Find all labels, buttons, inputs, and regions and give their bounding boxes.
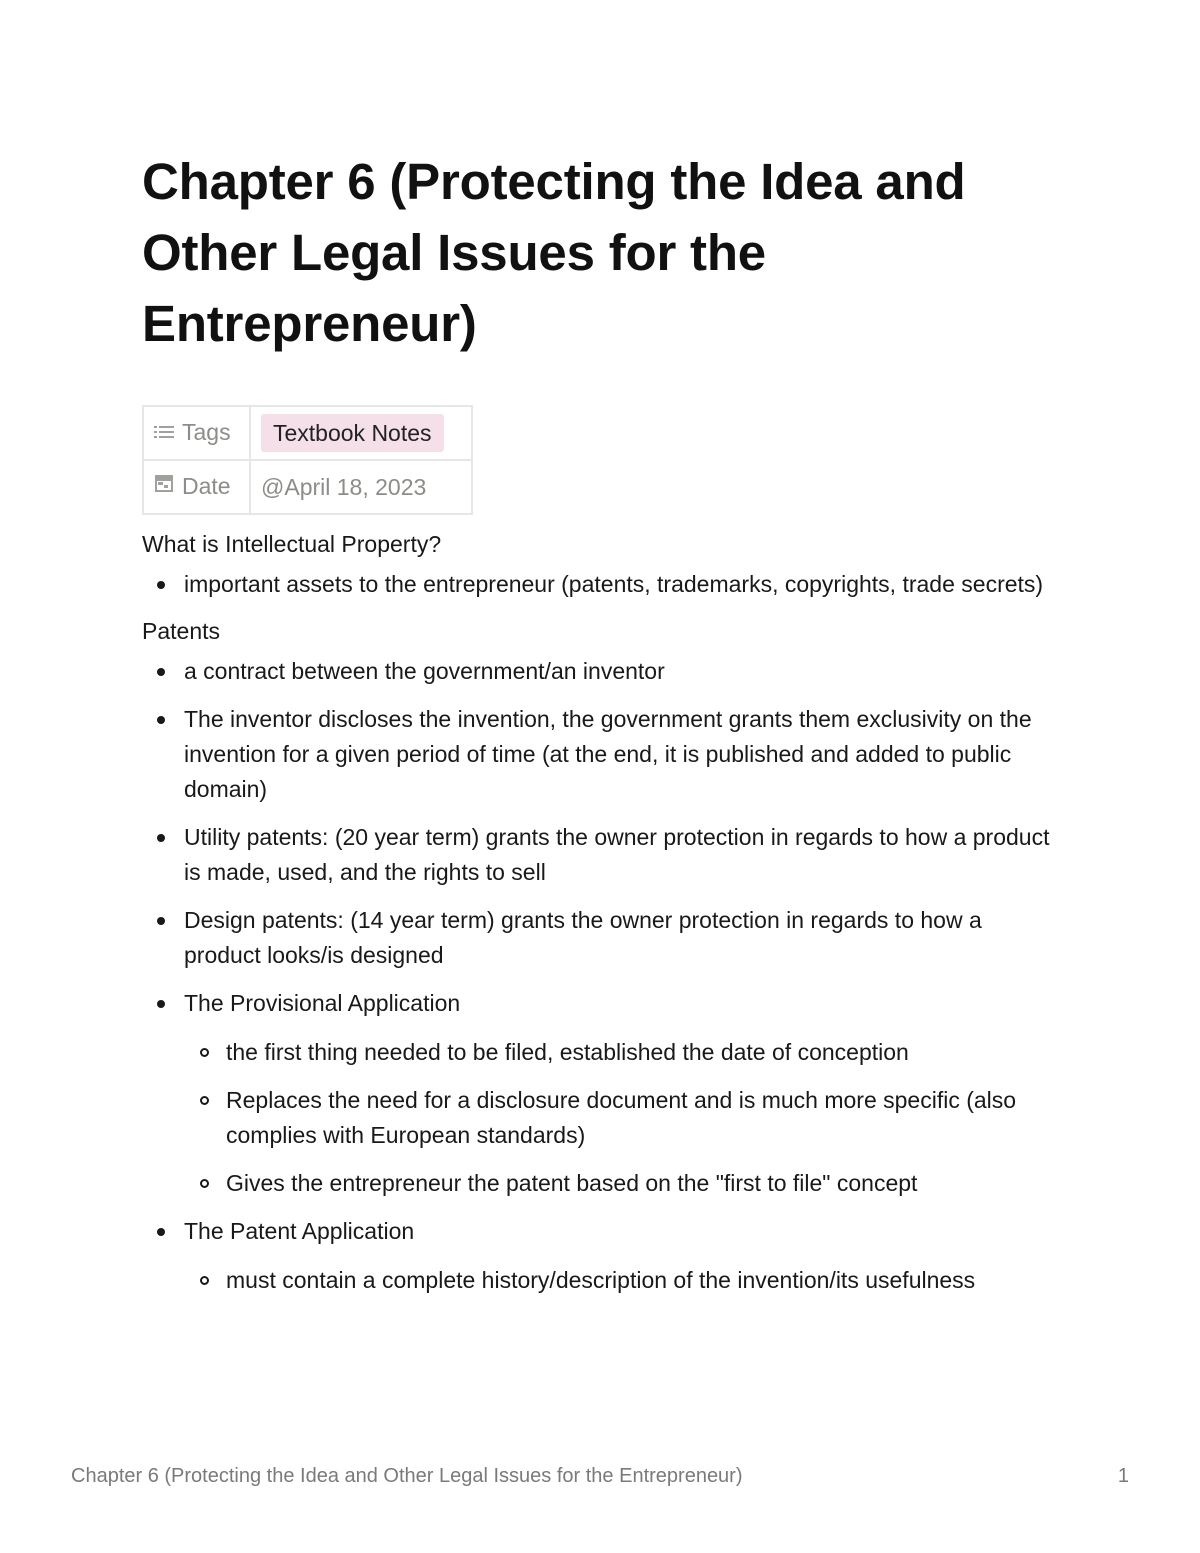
- sub-bullet-list: [184, 1263, 1062, 1298]
- sub-list-item: Gives the entrepreneur the patent based on the "first to file" concept: [226, 1166, 1062, 1201]
- list-item: a contract between the government/an inventor: [184, 654, 1062, 689]
- sub-list-item: must contain a complete history/description of the invention/its usefulness: [226, 1263, 1062, 1298]
- date-value[interactable]: @April 18, 2023: [261, 473, 427, 500]
- footer-title: Chapter 6 (Protecting the Idea and Other Legal Issues for the Entrepreneur): [71, 1465, 743, 1487]
- sub-list-item: Replaces the need for a disclosure document and is much more specific (also complies with European standards): [226, 1083, 1062, 1153]
- property-value-date: [250, 460, 472, 514]
- list-item-text: The Provisional Application: [184, 990, 461, 1016]
- list-item-text: The Patent Application: [184, 1218, 415, 1244]
- property-label-tags: Tags: [182, 418, 231, 445]
- property-label-date: Date: [182, 472, 231, 499]
- calendar-icon: [154, 472, 174, 499]
- list-icon: [154, 418, 174, 445]
- list-item-provisional-application: [184, 986, 1062, 1201]
- footer-page-number: 1: [1117, 1465, 1129, 1487]
- list-item: important assets to the entrepreneur (patents, trademarks, copyrights, trade secrets): [184, 567, 1062, 602]
- property-row-date: [143, 460, 472, 514]
- property-name-date: [143, 460, 250, 514]
- tag-pill[interactable]: Textbook Notes: [261, 414, 444, 452]
- page-title: Chapter 6 (Protecting the Idea and Other Legal Issues for the Entrepreneur): [142, 153, 966, 352]
- properties-table: [142, 405, 473, 515]
- list-item: Design patents: (14 year term) grants the owner protection in regards to how a product looks/is designed: [184, 903, 1062, 973]
- property-row-tags: [143, 406, 472, 460]
- page-content: [142, 146, 1062, 1311]
- section-heading: Patents: [142, 618, 220, 644]
- bullet-list: [142, 654, 1062, 1298]
- property-value-tags: [250, 406, 472, 460]
- sub-bullet-list: [184, 1035, 1062, 1201]
- list-item: The inventor discloses the invention, the government grants them exclusivity on the invention for a given period of time (at the end, it is published and added to public domain): [184, 702, 1062, 807]
- section-heading: What is Intellectual Property?: [142, 531, 442, 557]
- list-item-patent-application: [184, 1214, 1062, 1298]
- list-item: Utility patents: (20 year term) grants the owner protection in regards to how a product is made, used, and the rights to sell: [184, 820, 1062, 890]
- sub-list-item: the first thing needed to be filed, established the date of conception: [226, 1035, 1062, 1070]
- bullet-list: [142, 567, 1062, 602]
- property-name-tags: [143, 406, 250, 460]
